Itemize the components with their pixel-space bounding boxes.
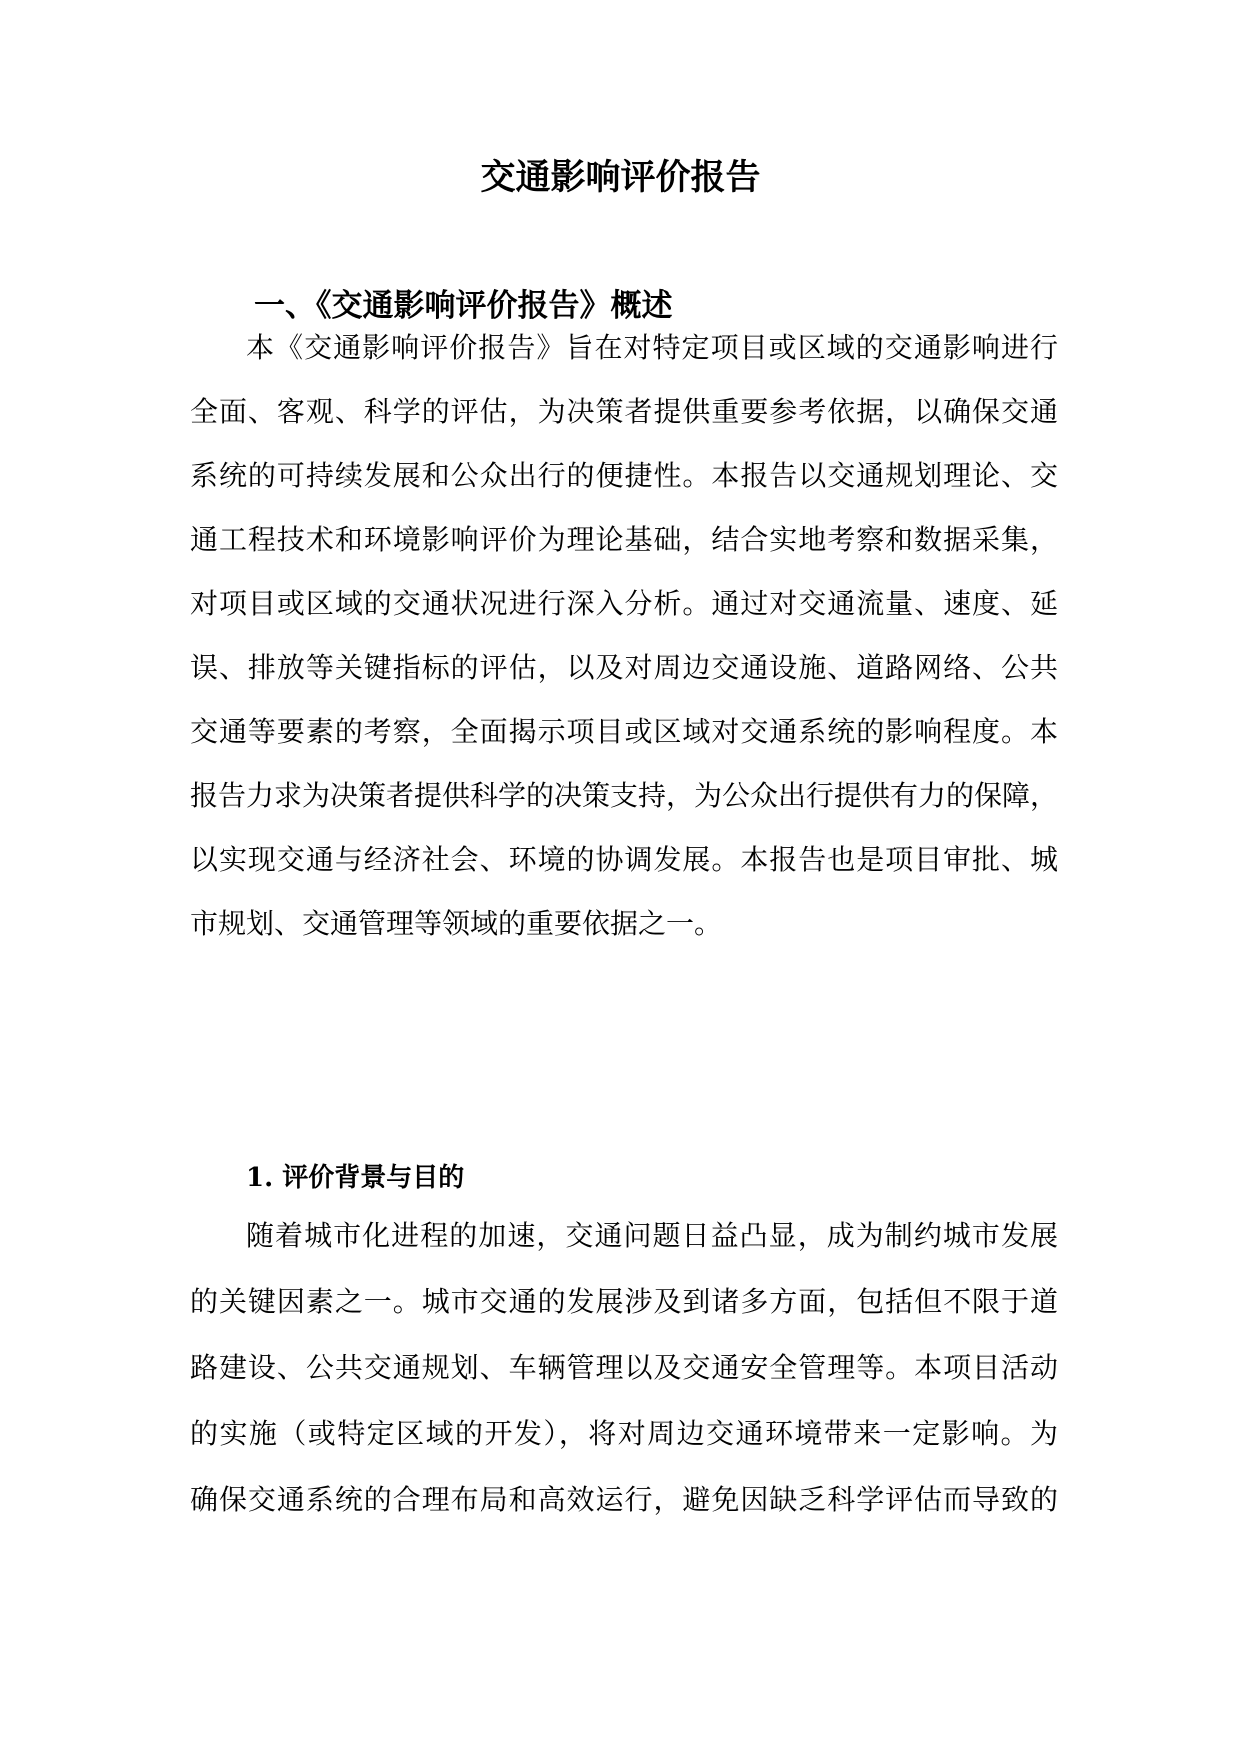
- paragraph-line: 路建设、公共交通规划、车辆管理以及交通安全管理等。本项目活动: [190, 1351, 1058, 1384]
- document-title: 交通影响评价报告: [480, 157, 761, 198]
- paragraph-line: 以实现交通与经济社会、环境的协调发展。本报告也是项目审批、城: [190, 843, 1058, 876]
- paragraph-line: 交通等要素的考察，全面揭示项目或区域对交通系统的影响程度。本: [190, 715, 1058, 748]
- paragraph-line: 的实施（或特定区域的开发），将对周边交通环境带来一定影响。为: [190, 1417, 1058, 1450]
- paragraph-line: 随着城市化进程的加速，交通问题日益凸显，成为制约城市发展: [246, 1219, 1058, 1252]
- paragraph-line: 全面、客观、科学的评估，为决策者提供重要参考依据，以确保交通: [190, 395, 1058, 428]
- paragraph-line: 报告力求为决策者提供科学的决策支持，为公众出行提供有力的保障，: [190, 779, 1058, 812]
- paragraph-line: 本《交通影响评价报告》旨在对特定项目或区域的交通影响进行: [246, 331, 1058, 364]
- paragraph-line: 对项目或区域的交通状况进行深入分析。通过对交通流量、速度、延: [190, 587, 1058, 620]
- paragraph-line: 误、排放等关键指标的评估，以及对周边交通设施、道路网络、公共: [190, 651, 1058, 684]
- subsection-heading-background: 1. 评价背景与目的: [246, 1163, 465, 1193]
- paragraph-line: 的关键因素之一。城市交通的发展涉及到诸多方面，包括但不限于道: [190, 1285, 1058, 1318]
- section-heading-overview: 一、《交通影响评价报告》概述: [254, 288, 673, 324]
- paragraph-line: 通工程技术和环境影响评价为理论基础，结合实地考察和数据采集，: [190, 523, 1058, 556]
- paragraph-line: 系统的可持续发展和公众出行的便捷性。本报告以交通规划理论、交: [190, 459, 1058, 492]
- paragraph-line: 市规划、交通管理等领域的重要依据之一。: [190, 907, 723, 940]
- paragraph-line: 确保交通系统的合理布局和高效运行，避免因缺乏科学评估而导致的: [190, 1483, 1058, 1516]
